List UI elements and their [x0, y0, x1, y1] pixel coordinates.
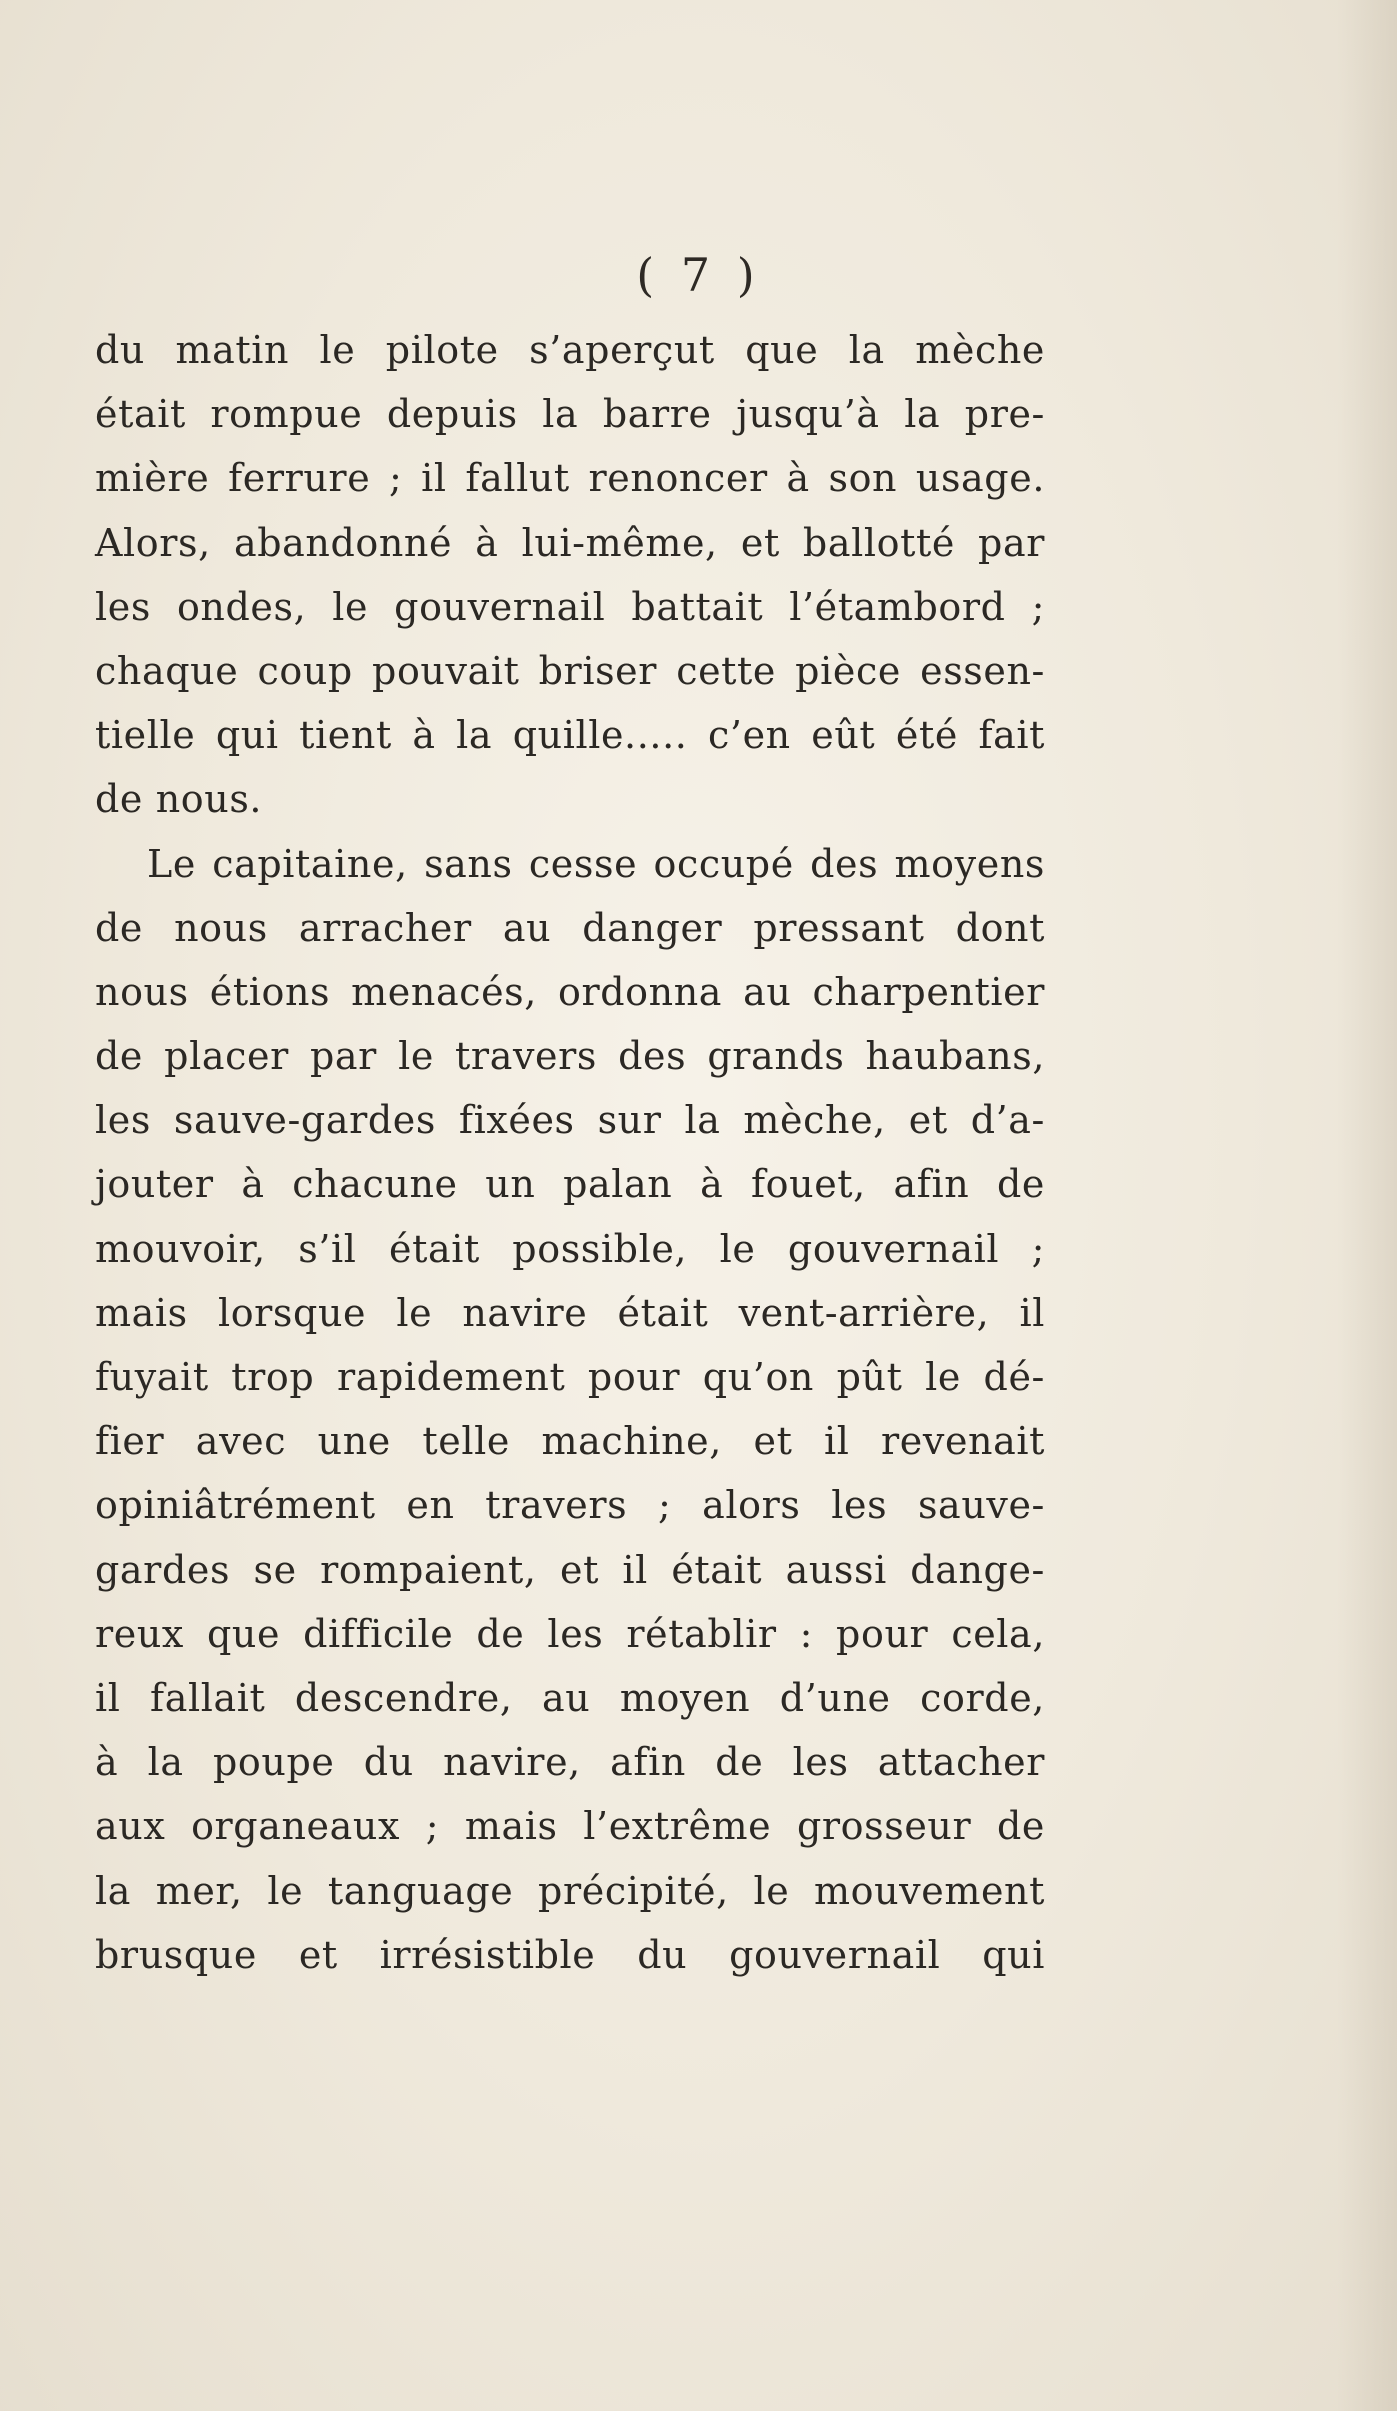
text-line: mais lorsque le navire était vent-arrière, il — [95, 1290, 1045, 1335]
text-line: chaque coup pouvait briser cette pièce essen- — [95, 648, 1045, 693]
text-line: gardes se rompaient, et il était aussi dange- — [95, 1547, 1045, 1592]
text-line: jouter à chacune un palan à fouet, afin de — [95, 1162, 1045, 1207]
text-line: était rompue depuis la barre jusqu’à la pre- — [95, 392, 1045, 437]
page-number: ( 7 ) — [636, 248, 761, 302]
text-line: les sauve-gardes fixées sur la mèche, et d’a- — [95, 1098, 1045, 1143]
text-line: opiniâtrément en travers ; alors les sauve- — [95, 1483, 1045, 1528]
paragraph-first-line: Le capitaine, sans cesse occupé des moyens — [147, 841, 1045, 886]
body-text — [95, 318, 1045, 1987]
text-line: brusque et irrésistible du gouvernail qui — [95, 1932, 1045, 1977]
text-line: tielle qui tient à la quille..... c’en eût été fait — [95, 713, 1045, 758]
text-line: reux que difficile de les rétablir : pour cela, — [95, 1611, 1045, 1656]
text-line: fier avec une telle machine, et il revenait — [95, 1419, 1045, 1464]
text-line: de placer par le travers des grands haubans, — [95, 1034, 1045, 1079]
text-line: à la poupe du navire, afin de les attacher — [95, 1740, 1045, 1785]
paragraph-end-line: de nous. — [95, 777, 263, 822]
text-line: Alors, abandonné à lui-même, et ballotté par — [95, 520, 1045, 565]
text-line: de nous arracher au danger pressant dont — [95, 905, 1045, 950]
text-line: mière ferrure ; il fallut renoncer à son usage. — [95, 456, 1045, 501]
text-line: nous étions menacés, ordonna au charpentier — [95, 969, 1045, 1014]
text-line: la mer, le tanguage précipité, le mouvement — [95, 1868, 1045, 1913]
text-line: les ondes, le gouvernail battait l’étambord ; — [95, 584, 1045, 629]
text-line: mouvoir, s’il était possible, le gouvernail ; — [95, 1226, 1045, 1271]
text-line: du matin le pilote s’aperçut que la mèche — [95, 328, 1045, 372]
text-line: fuyait trop rapidement pour qu’on pût le dé- — [95, 1355, 1045, 1399]
text-line: aux organeaux ; mais l’extrême grosseur de — [95, 1804, 1045, 1849]
text-line: il fallait descendre, au moyen d’une corde, — [95, 1675, 1045, 1720]
